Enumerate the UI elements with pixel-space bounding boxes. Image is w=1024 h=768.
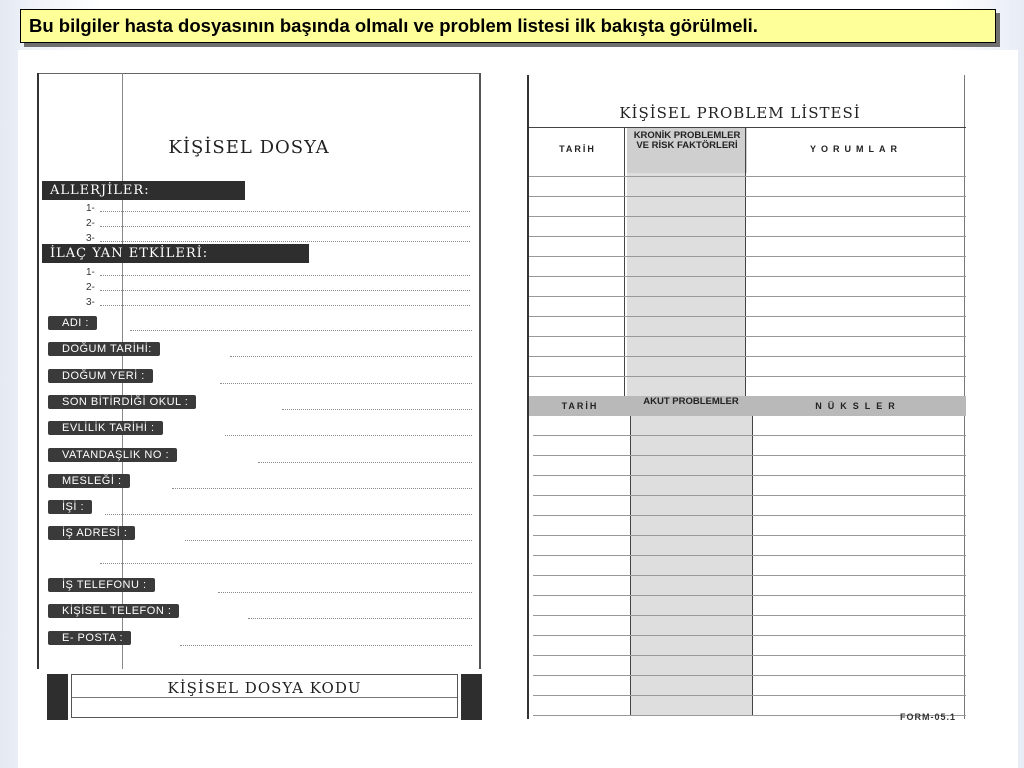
chronic-problem-row[interactable] [529, 316, 966, 317]
form-number: FORM-05.1 [900, 712, 957, 722]
field-citizenship-no: VATANDAŞLIK NO : [48, 448, 177, 462]
acute-problem-row[interactable] [533, 615, 966, 616]
allergies-heading: ALLERJİLER: [42, 181, 245, 200]
chronic-header: KRONİK PROBLEMLER VE RİSK FAKTÖRLERİ [633, 130, 741, 151]
side-effect-line-3[interactable] [100, 305, 470, 306]
acute-problem-row[interactable] [533, 435, 966, 436]
acute-problem-row[interactable] [533, 555, 966, 556]
field-last-school-line[interactable] [282, 409, 472, 410]
field-work-phone-line[interactable] [218, 592, 472, 593]
chronic-problem-row[interactable] [529, 236, 966, 237]
acute-problem-row[interactable] [533, 595, 966, 596]
field-email: E- POSTA : [48, 631, 131, 645]
field-profession-line[interactable] [172, 488, 472, 489]
chronic-problem-row[interactable] [529, 376, 966, 377]
problem-list-title: KİŞİSEL PROBLEM LİSTESİ [619, 104, 861, 122]
chronic-problem-row[interactable] [529, 276, 966, 277]
chronic-problem-row[interactable] [529, 196, 966, 197]
field-birth-date-line[interactable] [230, 356, 472, 357]
field-email-line[interactable] [180, 645, 472, 646]
field-work-address-line-2[interactable] [100, 563, 472, 564]
field-personal-phone: KİŞİSEL TELEFON : [48, 604, 179, 618]
acute-problem-row[interactable] [533, 695, 966, 696]
field-marriage-date: EVLİLİK TARİHİ : [48, 421, 163, 435]
side-effects-heading: İLAÇ YAN ETKİLERİ: [42, 244, 309, 263]
side-effect-line-1[interactable] [100, 275, 470, 276]
side-effect-number-3: 3- [86, 297, 95, 308]
acute-problem-row[interactable] [533, 675, 966, 676]
file-code-title: KİŞİSEL DOSYA KODU [167, 679, 362, 697]
field-job: İŞİ : [48, 500, 92, 514]
personal-file-title: KİŞİSEL DOSYA [168, 137, 330, 158]
top-date-header: TARİH [559, 144, 596, 154]
acute-problem-row[interactable] [533, 515, 966, 516]
field-name: ADI : [48, 316, 97, 330]
field-work-phone: İŞ TELEFONU : [48, 578, 155, 592]
chronic-problem-row[interactable] [529, 176, 966, 177]
allergy-line-3[interactable] [100, 241, 470, 242]
field-birth-place-line[interactable] [220, 383, 472, 384]
side-effect-line-2[interactable] [100, 290, 470, 291]
field-name-line[interactable] [130, 330, 472, 331]
chronic-problem-row[interactable] [529, 336, 966, 337]
chronic-problem-row[interactable] [529, 296, 966, 297]
field-work-address-line[interactable] [185, 540, 472, 541]
field-birth-place: DOĞUM YERİ : [48, 369, 153, 383]
relapses-header: NÜKSLER [815, 401, 901, 411]
chronic-problem-row[interactable] [529, 356, 966, 357]
field-profession: MESLEĞİ : [48, 474, 130, 488]
allergy-number-1: 1- [86, 203, 95, 214]
acute-problem-row[interactable] [533, 535, 966, 536]
acute-problem-row[interactable] [533, 475, 966, 476]
comments-header: YORUMLAR [810, 144, 902, 154]
allergy-number-2: 2- [86, 218, 95, 229]
field-citizenship-no-line[interactable] [258, 462, 472, 463]
chronic-column-shade [627, 173, 745, 396]
file-code-field[interactable] [71, 674, 458, 718]
acute-header: AKUT PROBLEMLER [643, 396, 739, 407]
side-effect-number-2: 2- [86, 282, 95, 293]
bottom-date-header: TARİH [561, 401, 599, 411]
side-effect-number-1: 1- [86, 267, 95, 278]
chronic-problem-row[interactable] [529, 216, 966, 217]
allergy-line-2[interactable] [100, 226, 470, 227]
chronic-problem-row[interactable] [529, 256, 966, 257]
acute-problem-row[interactable] [533, 655, 966, 656]
acute-problem-row[interactable] [533, 495, 966, 496]
field-marriage-date-line[interactable] [225, 435, 472, 436]
field-last-school: SON BİTİRDİĞİ OKUL : [48, 395, 196, 409]
acute-column-shade [631, 416, 752, 716]
field-birth-date: DOĞUM TARİHİ: [48, 342, 160, 356]
acute-problem-row[interactable] [533, 455, 966, 456]
caption-text: Bu bilgiler hasta dosyasının başında olmalı ve problem listesi ilk bakışta görülmeli. [29, 15, 758, 36]
acute-problem-row[interactable] [533, 575, 966, 576]
allergy-line-1[interactable] [100, 211, 470, 212]
slide-caption-banner [20, 9, 996, 43]
acute-problem-row[interactable] [533, 635, 966, 636]
field-work-address: İŞ ADRESİ : [48, 526, 135, 540]
allergy-number-3: 3- [86, 233, 95, 244]
field-job-line[interactable] [105, 514, 472, 515]
field-personal-phone-line[interactable] [248, 618, 472, 619]
personal-file-code-box [47, 674, 482, 720]
